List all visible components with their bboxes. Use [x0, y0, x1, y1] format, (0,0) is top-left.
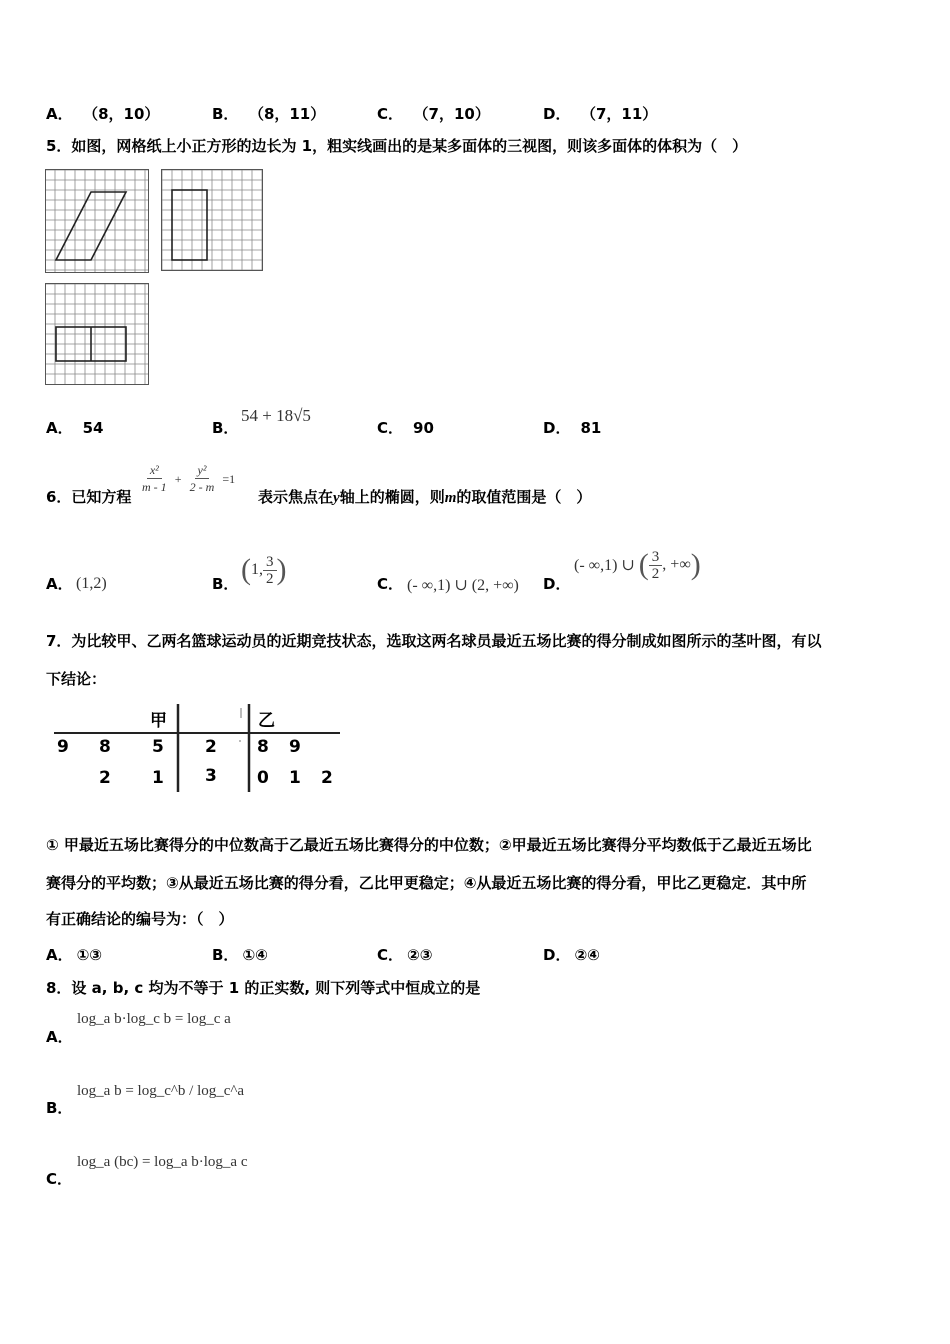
q8-option-a-value: log_a b·log_c b = log_c a [77, 1011, 231, 1027]
q5-option-a: A． 54 [46, 419, 104, 437]
q5-option-c: C． 90 [377, 419, 434, 437]
q6-option-a-label: A． [46, 575, 73, 593]
q6-option-d-value: (- ∞,1) ∪ ( $\frac{3}{2}$ , +∞) [574, 548, 701, 582]
q8-option-c-value: log_a (bc) = log_a b·log_a c [77, 1154, 248, 1170]
q7-r2-left-0: 2 [99, 768, 111, 788]
q6-eq-x2: x² [147, 462, 162, 479]
q7-header-left: 甲 [150, 711, 167, 731]
q7-r1-stem: 2 [205, 737, 217, 757]
q8-option-a-label: A． [46, 1028, 73, 1046]
q6-d-den: 2 [651, 565, 660, 582]
q6-b-num: 3 [263, 554, 277, 571]
q6-eq-plus: + [174, 472, 182, 486]
q5-side-view [161, 169, 263, 271]
q6-option-a-value: (1,2) [76, 575, 107, 592]
q7-option-a: A． ①③ [46, 946, 103, 964]
q5-option-d: D． 81 [543, 419, 602, 437]
q7-body-line1: ① 甲最近五场比赛得分的中位数高于乙最近五场比赛得分的中位数；②甲最近五场比赛得分平均数低于乙最近五场比 [46, 836, 812, 854]
q7-r2-left-1: 1 [152, 768, 164, 788]
q7-header-right: 乙 [258, 711, 275, 731]
q8-option-c-label: C． [46, 1170, 73, 1188]
q6-option-b-label: B． [212, 575, 239, 593]
q7-stem-leaf-plot [54, 700, 344, 800]
q7-r1-right-1: 9 [289, 737, 301, 757]
q7-r1-left-1: 8 [99, 737, 111, 757]
q4-option-b: B． （8，11） [212, 105, 326, 123]
q6-option-c-label: C． [377, 575, 404, 593]
q8-option-b-value: log_a b = log_c^b / log_c^a [77, 1083, 245, 1099]
q7-body-line2: 赛得分的平均数；③从最近五场比赛的得分看，乙比甲更稳定；④从最近五场比赛的得分看，甲比乙更稳定．其中所 [46, 874, 807, 892]
q7-stem-line1: 7．为比较甲、乙两名篮球运动员的近期竞技状态，选取这两名球员最近五场比赛的得分制成如图所示的茎叶图，有以 [46, 632, 822, 650]
q6-d-num: 3 [649, 549, 663, 566]
q7-r1-left-2: 5 [152, 737, 164, 757]
q5-top-view [45, 283, 149, 385]
q6-eq-rhs: =1 [222, 472, 236, 486]
q7-r2-right-2: 2 [321, 768, 333, 788]
q6-eq-y2: y² [195, 462, 210, 479]
q6-eq-den2: 2 - m [189, 480, 215, 494]
q7-r1-right-0: 8 [257, 737, 269, 757]
q7-body-line3: 有正确结论的编号为：（ ） [46, 910, 234, 928]
q5-option-b-value: 54 + 18√5 [241, 406, 311, 425]
q6-eq-den1: m - 1 [142, 480, 167, 494]
q8-option-b-label: B． [46, 1099, 73, 1117]
q4-option-c: C． （7，10） [377, 105, 490, 123]
q6-equation [139, 462, 235, 495]
q6-prefix: 6．已知方程 [46, 488, 132, 506]
q5-stem: 5．如图，网格纸上小正方形的边长为 1，粗实线画出的是某多面体的三视图，则该多面体的体积为（ ） [46, 137, 748, 155]
q5-front-view [45, 169, 149, 273]
q7-r2-stem: 3 [205, 766, 217, 786]
q7-stem-line2: 下结论： [46, 670, 107, 688]
q7-option-d: D． ②④ [543, 946, 600, 964]
q5-option-b-label: B． [212, 419, 239, 437]
q6-option-c-value: (- ∞,1) ∪ (2, +∞) [407, 577, 519, 594]
q4-option-d: D． （7，11） [543, 105, 658, 123]
q7-r2-right-1: 1 [289, 768, 301, 788]
q7-option-b: B． ①④ [212, 946, 268, 964]
q6-b-den: 2 [266, 570, 274, 587]
q7-r1-left-0: 9 [57, 737, 69, 757]
q6-option-b-value: (1, $\frac{3}{2}$ ) [241, 553, 287, 587]
q6-option-d-label: D． [543, 575, 571, 593]
q6-suffix: 表示焦点在y轴上的椭圆，则m的取值范围是（ ） [258, 488, 592, 506]
q8-stem: 8．设 a, b, c 均为不等于 1 的正实数, 则下列等式中恒成立的是 [46, 979, 481, 997]
q7-option-c: C． ②③ [377, 946, 433, 964]
q7-r2-right-0: 0 [257, 768, 269, 788]
q4-option-a: A． （8，10） [46, 105, 160, 123]
